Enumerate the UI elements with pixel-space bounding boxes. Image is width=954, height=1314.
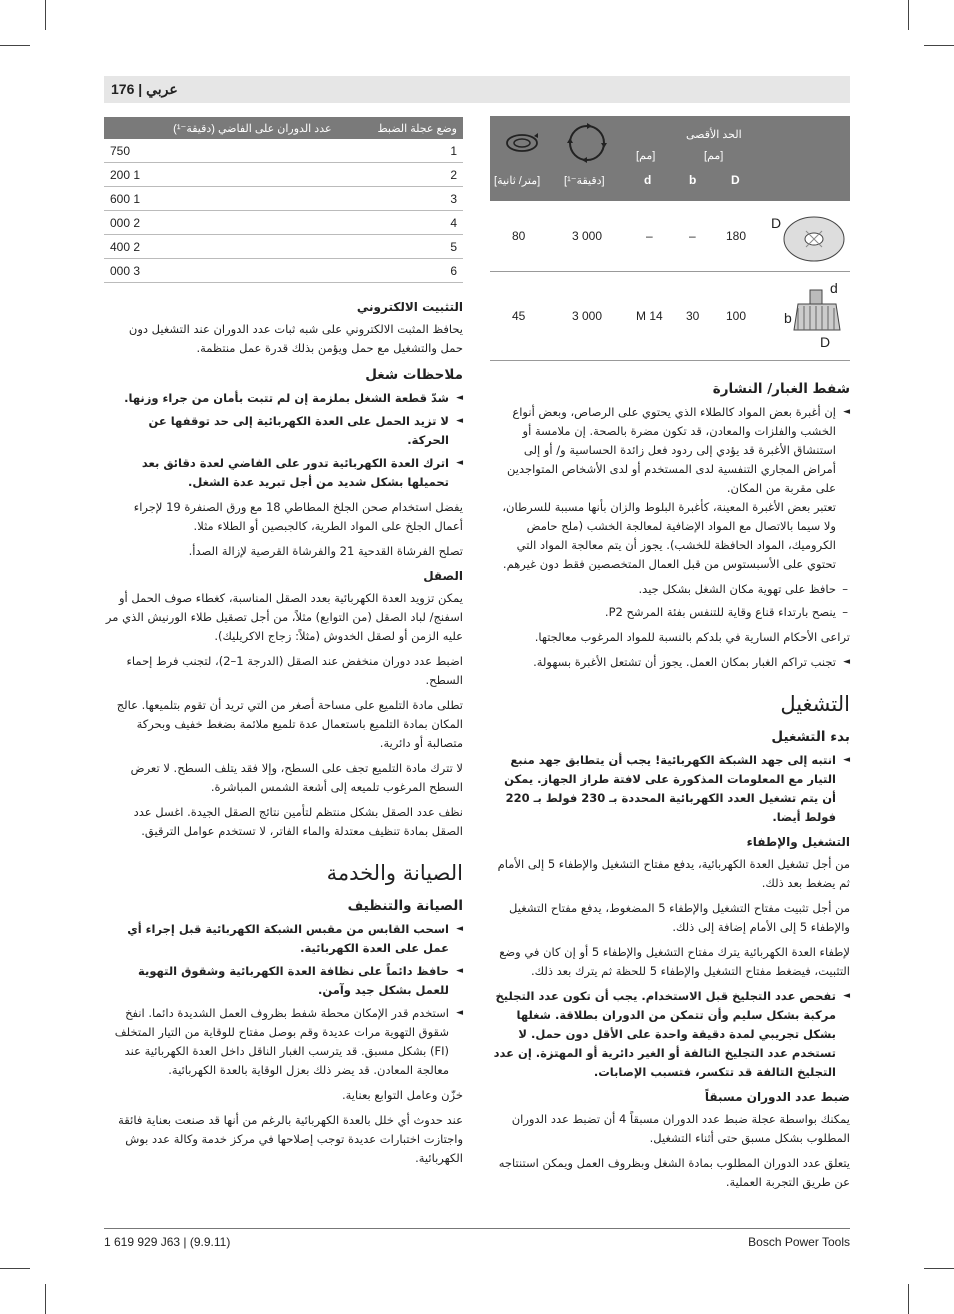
product-table [490,116,850,361]
cell-speed: 80 [512,229,526,243]
unit-mm-2: [مم] [704,150,724,162]
footer-brand: Bosch Power Tools [748,1235,850,1249]
cell-rpm: 3 000 [572,309,603,323]
max-label: الحد الأقصى [686,129,742,141]
cell-D: 100 [726,309,747,323]
brush-label-D: D [820,334,831,350]
crop-mark [0,1268,30,1269]
table-row [104,187,463,211]
footer-rule [104,1228,850,1229]
list-item: ◄ اسحب القابس من مقبس الشبكة الكهربائية قبل إجراء أي عمل على العدة الكهربائية. [104,920,463,958]
voltage-list [490,751,850,827]
left-column [104,292,463,1174]
list-item: – حافظ على تهوية مكان الشغل بشكل جيد. [490,580,850,599]
cell-speed: 750 [104,139,338,163]
rotation-speed-icon [566,122,608,164]
list-item: ◄ لا تزيد الحمل على العدة الكهربائية إلى حد توقفها عن الحركة. [104,412,463,450]
paragraph: عند حدوث أي خلل بالعدة الكهربائية بالرغم من أنها قد صنعت بعناية فائقة واجتازت اختبارات عديدة توجب إصلاحها في مركز خدمة وكالة عدد بوش الكهربائية. [118,1113,463,1165]
dash-list [490,580,850,622]
crop-mark [45,0,46,30]
cell-setting: 4 [338,211,463,235]
paragraph: تطلى مادة التلميع على مساحة أصغر من التي تريد أن تقوم بتلميعها. عالج المكان بمادة التلميع باستعمال عدة تلميع ملائمة بضغط خفيف وبحركة متصالبة أو دائرية. [116,698,463,750]
paragraph: لإطفاء العدة الكهربائية يترك مفتاح التشغيل والإطفاء 5 أو إن كان في وضع التثبيت، فيضغط مفتاح التشغيل والإطفاء 5 للحظة ثم يترك بعد ذلك. [499,945,850,978]
list-item: ◄ انتبه إلى جهد الشبكة الكهربائية! يجب أن يتطابق جهد منبع التيار مع المعلومات المذكورة على لافتة طراز الجهاز. يمكن أن يتم تشغيل العدد الكهربائية المحددة بـ 230 فولط بـ 220 فولط أيضا. [490,751,850,827]
list-item: ◄ اترك العدة الكهربائية تدور على الفاضي لعدة دقائق بعد تحميلها بشكل شديد من أجل تبريد عدة الشغل. [104,454,463,492]
paragraph: من أجل تثبيت مفتاح التشغيل والإطفاء 5 المضغوط، يدفع مفتاح التشغيل والإطفاء 5 إلى الأمام إضافة إلى ذلك. [509,901,850,934]
crop-mark [908,1284,909,1314]
paragraph: إن أغبرة بعض المواد كالطلاء الذي يحتوي على الرصاص، وبعض أنواع الخشب والفلزات والمعادن، قد تكون مضرة بالصحة. إن ملامسة أو استنشاق الأغبرة قد يؤدي إلى ردود فعل زائدة الحساسية و/ أو إلى أمراض المجاري التنفسية لدى المستخدم أو لدى الأشخاص المتواجدين على مقربة من المكان. [507,405,836,495]
paragraph: تصلح الفرشاة القدحية 21 والفرشاة القرصية لإزالة الصدأ. [188,544,463,558]
cell-D: 180 [726,229,747,243]
brush-label-b: b [784,310,792,326]
heading-maintenance: الصيانة والخدمة [326,861,463,885]
paragraph: يحافظ المثبت الالكتروني على شبه ثبات عدد الدوران عند التشغيل دون حمل والتشغيل مع حمل ويؤمن بذلك قدرة عمل منتظمة. [128,322,463,355]
table-row [104,139,463,163]
footer-doc-id: 1 619 929 J63 | (9.9.11) [104,1235,231,1249]
paragraph: لا تترك مادة التلميع تجف على السطح، وإلا فقد يتلف السطح. لا تعرض السطح المرغوب تلميعه إلى أشعة الشمس المباشرة. [130,761,463,794]
dust-warning-list [490,653,850,672]
heading-polish: الصقل [423,569,463,583]
page-number: 176 [111,81,135,97]
unit-mm-1: [مم] [636,150,656,162]
paragraph: خزّن وعامل التوابع بعناية. [341,1088,463,1102]
heading-cleaning: الصيانة والتنظيف [347,898,463,914]
page-number-block: 176 | عربي [111,81,178,97]
dust-list [490,403,850,574]
cell-setting: 1 [338,139,463,163]
right-column [490,372,850,1198]
page-header [104,76,850,103]
col-D: D [731,173,740,187]
cup-brush-icon [786,286,848,356]
cell-speed: 3 000 [104,259,338,283]
paragraph: من أجل تشغيل العدة الكهربائية، يدفع مفتاح التشغيل والإطفاء 5 إلى الأمام ثم يضغط بعد ذلك. [497,857,850,890]
cell-d: – [646,229,653,243]
paragraph: يمكنك بواسطة عجلة ضبط عدد الدوران مسبقاً 4 أن تضبط عدد الدوران المطلوب بشكل مسبق حتى أثناء التشغيل. [511,1112,850,1145]
product-row [490,272,850,361]
heading-onoff: التشغيل والإطفاء [746,835,850,849]
list-item: ◄ تفحص عدد التجليخ قبل الاستخدام. يجب أن تكون عدد التجليخ مركبة بشكل سليم وأن تتمكن من الدوران بطلاقة. شغلها بشكل تجريبي لمدة دقيقة واحدة على الأقل دون حمل. لا تستخدم عدد التجليخ التالفة أو الغير دائرية أو المهتزة. إن عدد التجليخ التالفة قد تتكسر، فتسبب الإصابات. [490,987,850,1082]
list-item: ◄ تجنب تراكم الغبار بمكان العمل. يجوز أن تشتعل الأغبرة بسهولة. [490,653,850,672]
page-language: عربي [146,81,178,97]
cell-setting: 5 [338,235,463,259]
cell-speed: 45 [512,309,526,323]
heading-electronic: التثبيت الالكتروني [356,300,463,314]
product-row [490,201,850,272]
heading-start: بدء التشغيل [771,729,850,745]
brush-label-d: d [830,280,838,296]
table-row [104,211,463,235]
col-d: d [644,173,652,187]
product-table-header [490,116,850,201]
cell-setting: 6 [338,259,463,283]
cell-d: M 14 [636,309,663,323]
paragraph: يتعلق عدد الدوران المطلوب بمادة الشغل وبظروف العمل ويمكن استنتاجه عن طريق التجربة العملية. [498,1156,850,1189]
list-item: – ينصح بارتداء قناع وقاية للتنفس بفئة المرشح P2. [490,603,850,622]
paragraph: يفضل استخدام صحن الجلخ المطاطي 18 مع ورق الصنفرة 19 لإجراء أعمال الجلخ على المواد الطرية، كالجبصين أو الطلاء مثلا. [133,500,463,533]
table-row [104,235,463,259]
crop-mark [45,1284,46,1314]
crop-mark [924,1268,954,1269]
cell-setting: 2 [338,163,463,187]
crop-mark [924,45,954,46]
heading-preset: ضبط عدد الدوران مسبقاً [704,1090,850,1104]
paragraph: نظف عدد الصقل بشكل منتظم لتأمين نتائج الصقل الجيدة. اغسل عدد الصقل بمادة تنظيف معتدلة والماء الفاتر، لا تستخدم عوامل الترقيق. [133,805,463,838]
disc-label-D: D [771,215,782,231]
list-item: ◄ شدّ قطعة الشغل بملزمة إن لم تتبت بأمان من جراء وزنها. [104,389,463,408]
heading-operation: التشغيل [780,692,850,716]
cell-b: 30 [686,309,700,323]
unit-ms: [متر/ ثانية] [494,175,541,187]
list-item [490,403,850,574]
col-b: b [689,173,697,187]
cell-speed: 2 400 [104,235,338,259]
notes-list [104,389,463,492]
speed-table-body [104,139,463,283]
table-row [104,259,463,283]
cell-b: – [689,229,696,243]
heading-dust: شفط الغبار/ النشارة [712,381,850,397]
cell-setting: 3 [338,187,463,211]
unit-rpm: [دقيقة⁻¹] [564,175,605,187]
maintenance-list [104,920,463,1080]
paragraph: تراعى الأحكام السارية في بلدكم بالنسبة للمواد المرغوب معالجتها. [534,630,850,644]
speed-table-header-setting: وضع عجلة الضبط [338,117,463,139]
cell-speed: 2 000 [104,211,338,235]
speed-table-header-speed: عدد الدوران على الفاضي (دقيقة⁻¹) [104,117,338,139]
paragraph: تعتبر بعض الأغبرة المعينة، كأغبرة البلوط والزان بأنها مسببة للسرطان، ولا سيما بالاتصال مع المواد الإضافية لمعالجة الخشب (ملح حامض الكروميك، المواد الحافظة للخشب). يجوز أن يتم معالجة المواد التي تحتوي على الأسبستوس من قبل العمال المتخصصين فقط دون غيرهم. [502,500,836,571]
paragraph: يمكن تزويد العدة الكهربائية بعدد الصقل المناسبة، كغطاء صوف الحمل أو اسفنج/ لباد الصقل (من التوابع) مثلاً، من أجل تصقيل طلاء الورنيش الذي مر عليه الزمن أو لصقل الخدوش (مثلاً: زجاج الاكريليك). [105,591,463,643]
cell-speed: 1 600 [104,187,338,211]
check-list [490,987,850,1082]
table-row [104,163,463,187]
crop-mark [908,0,909,30]
list-item: ◄ استخدم قدر الإمكان محطة شفط بظروف العمل الشديدة دائما. انفخ شقوق التهوية مرات عديدة وقم بوصل مفتاح للوقاية من التيار المتخلف (FI) بشكل مسبق. قد يترسب الغبار الناقل داخل العدة الكهربائية عند معالجة المعادن. قد يضر ذلك بعزل الوقاية بالعدة الكهربائية. [104,1004,463,1080]
circumferential-speed-icon [504,130,540,156]
heading-notes: ملاحظات شغل [365,367,463,383]
cell-speed: 1 200 [104,163,338,187]
list-item: ◄ حافظ دائماً على نظافة العدة الكهربائية وشقوق التهوية للعمل بشكل جيد وآمن. [104,962,463,1000]
crop-mark [0,45,30,46]
paragraph: اضبط عدد دوران منخفض عند الصقل (الدرجة 1–2)، لتجنب فرط إحماء السطح. [126,654,463,687]
cell-rpm: 3 000 [572,229,603,243]
speed-table [104,117,463,283]
